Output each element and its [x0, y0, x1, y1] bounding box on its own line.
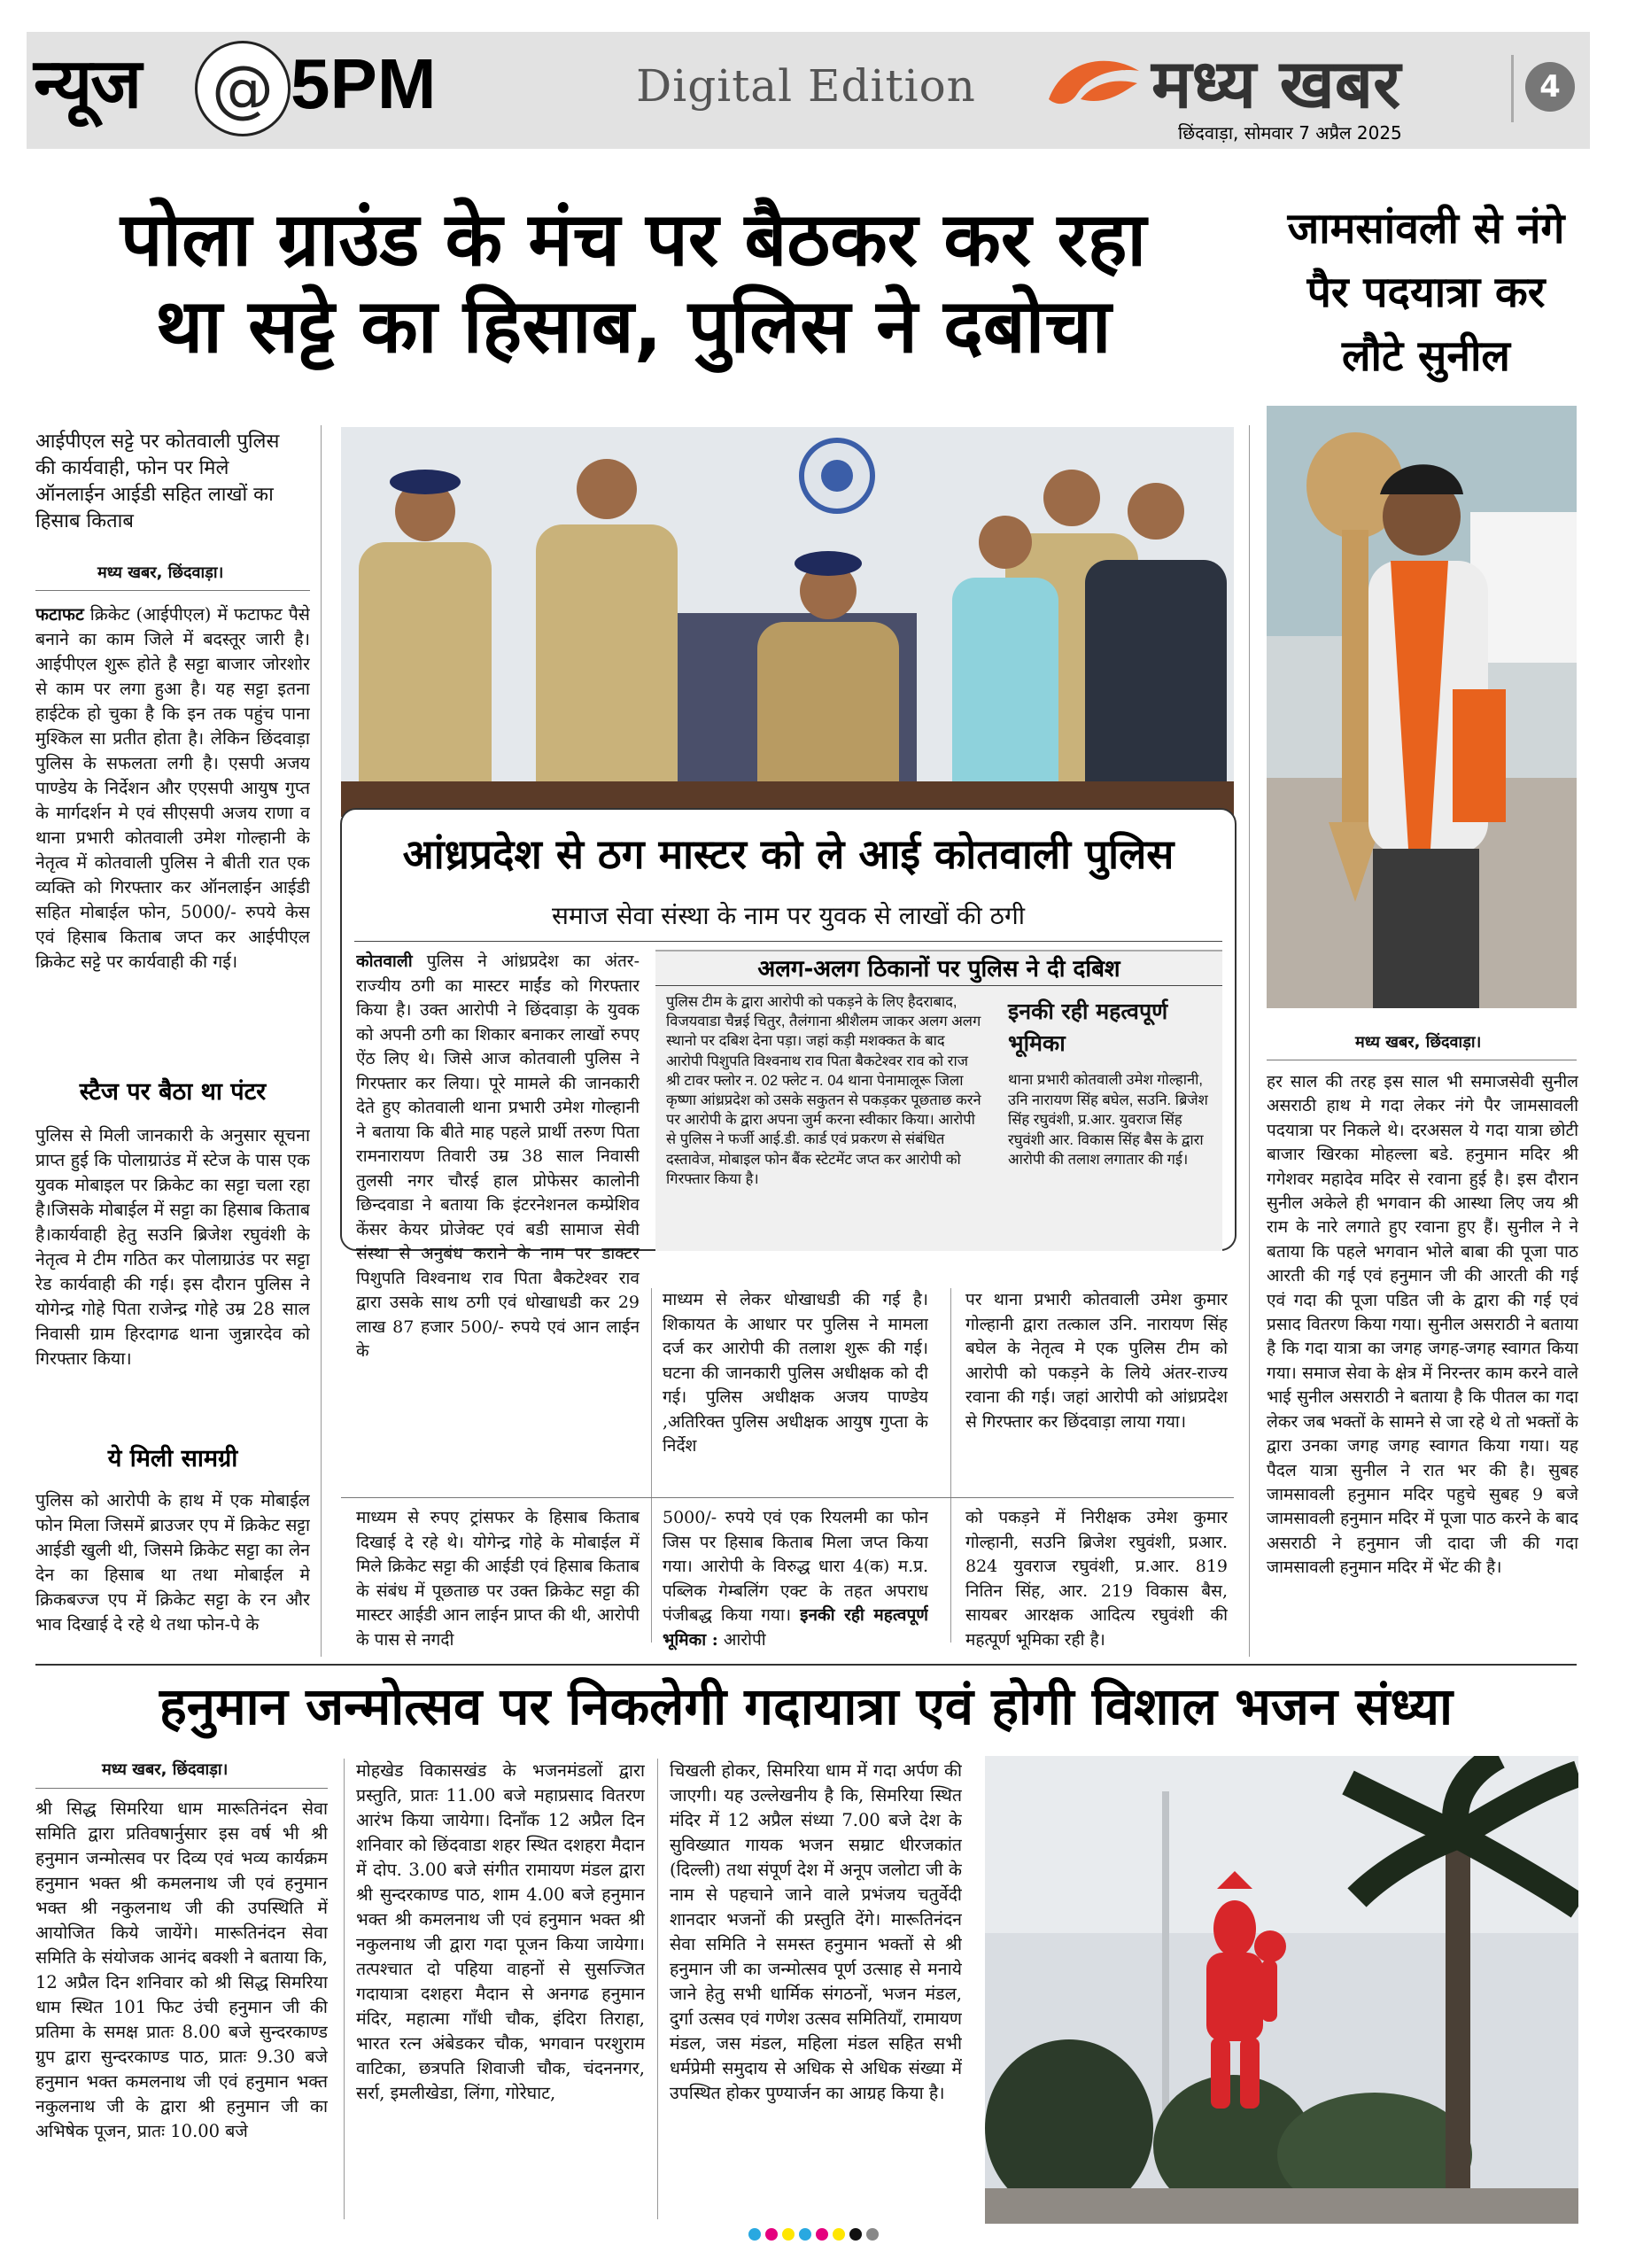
bottom-headline: हनुमान जन्मोत्सव पर निकलेगी गदायात्रा एवं होगी विशाल भजन संध्या — [159, 1676, 1453, 1736]
second-body3: पर थाना प्रभारी कोतवाली उमेश कुमार गोल्हानी द्वारा तत्काल उनि. नारायण सिंह बघेल के नेतृत्व मे एक पुलिस टीम को आरोपी को पकड़ने के लिये अंतर-राज्य रवाना की गई। जहां आरोपी को आंध्रप्रदेश से गिरफ्तार कर छिंदवाड़ा लाया गया। — [965, 1290, 1228, 1432]
main-lead-word: फटाफट — [35, 604, 84, 625]
second-body2b-text: 5000/- रुपये एवं एक रियलमी का फोन जिस पर हिसाब किताब मिला जप्त किया गया। आरोपी के विरुद्ध धारा 4(क) म.प्र. पब्लिक गेम्बलिंग एक्ट के तहत अपराध पंजीबद्ध किया गया। — [663, 1508, 928, 1625]
registration-dot — [799, 2228, 811, 2241]
bottom-col2: मोहखेड विकासखंड के भजनमंडलों द्वारा प्रस्तुति, प्रातः 11.00 बजे महाप्रसाद वितरण आरंभ किया जायेगा। दिनाँक 12 अप्रैल दिन शनिवार को छिंदवाडा शहर स्थित दशहरा मैदान में दोप. 3.00 बजे संगीत रामायण मंडल द्वारा श्री सुन्दरकाण्ड पाठ, शाम 4.00 बजे हनुमान भक्त श्री कमलनाथ जी एवं हनुमान भक्त श्री नकुलनाथ जी द्वारा गदा पूजन किया जायेगा। तत्पश्चात दो पहिया वाहनों से सुसज्जित गदायात्रा दशहरा मैदान से अनगढ हनुमान मंदिर, महात्मा गाँधी चौक, इंदिरा तिराहा, भारत रत्न अंबेडकर चौक, भगवान परशुराम वाटिका, छत्रपति शिवाजी चौक, चंदननगर, सर्रा, इमलीखेडा, लिंगा, गोरेघाट, — [356, 1760, 645, 2103]
main-para1-text: क्रिकेट (आईपीएल) में फटाफट पैसे बनाने का काम जिले में बदस्तूर जारी है। आईपीएल शुरू होते है सट्टा बाजार जोरशोर से काम पर लगा हुआ है। यह सट्टा इतना हाईटेक हो चुका है कि इन तक पहुंच पाना मुश्किल सा प्रतीत होता है। लेकिन छिंदवाड़ा पुलिस के सफलता लगी है। एसपी अजय पाण्डेय के निर्देशन और एएसपी आयुष गुप्त के मार्गदर्शन मे एवं सीएसपी अजय राणा व थाना प्रभारी कोतवाली उमेश गोल्हानी के नेतृत्व में कोतवाली पुलिस ने बीती रात एक व्यक्ति को गिरफ्तार कर ऑनलाईन आईडी सहित मोबाईल फोन, 5000/- रुपये केस एवं हिसाब किताब जप्त कर आईपीएल क्रिकेट सट्टे पर कार्यवाही की गई। — [35, 604, 310, 972]
divider — [341, 1497, 1234, 1498]
hanuman-photo-art — [985, 1756, 1578, 2224]
bottom-credit: मध्य खबर, छिंदवाड़ा। — [102, 1760, 229, 1779]
masthead-divider — [1511, 55, 1514, 122]
subhead-items: ये मिली सामग्री — [107, 1445, 238, 1472]
second-body1-text: पुलिस ने आंध्रप्रदेश का अंतर-राज्यीय ठगी का मास्टर माईंड को गिरफ्तार किया है। उक्त आरोपी ने छिंदवाड़ा के युवक को अपनी ठगी का शिकार बनाकर लाखों रुपए ऐंठ लिए थे। जिसे आज कोतवाली पुलिस ने गिरफ्तार कर लिया। पूरे मामले की जानकारी देते हुए कोतवाली थाना प्रभारी उमेश गोल्हानी ने बताया कि बीते माह पहले प्रार्थी तरुण पिता रामनारायण तिवारी उम्र 38 साल निवासी तुलसी नगर चौरई हाल प्रोफेसर कालोनी छिन्दवाडा ने बताया कि इंटरनेशनल कम्प्रेशिव केंसर केयर प्रोजेक्ट एवं बडी सामाज सेवी संस्था से अनुबंध कराने के नाम पर डाक्टर पिशुपति विश्वनाथ राव पिता बैकटेश्वर राव द्वारा उसके साथ ठगी एवं धोखाधडी कर 29 लाख 87 हजार 500/- रुपये एवं आन लाईन के — [356, 951, 640, 1361]
second-headline: आंध्रप्रदेश से ठग मास्टर को ले आई कोतवाली पुलिस — [402, 830, 1174, 878]
registration-dot — [849, 2228, 862, 2241]
brand-at-icon: @ — [195, 41, 291, 136]
column-rule — [657, 1759, 658, 2219]
divider — [655, 985, 1222, 986]
side-body: हर साल की तरह इस साल भी समाजसेवी सुनील असराठी हाथ मे गदा लेकर नंगे पैर जामसावली पदयात्रा पर निकले थे। दरअसल ये गदा यात्रा छोटी बाजार खिरका मोहल्ला बडे. हनुमान मदिर श्री गगेशवर महादेव मदिर से रवाना हुई है। इस दौरान सुनील अकेले ही भगवान की आस्था लिए जय श्री राम के नारे लगाते हुए रवाना हुए हैं। सुनील ने ने बताया कि पहले भगवान भोले बाबा की पूजा पाठ आरती की गई एवं हनुमान जी की आरती की गई एवं गदा की पूजा पडित जी के द्वारा की गई एवं प्रसाद वितरण किया गया। सुनील असराठी ने बताया है कि गदा यात्रा का जगह जगह-जगह स्वागत किया गया। समाज सेवा के क्षेत्र में निरन्तर काम करने वाले भाई सुनील असराठी ने बताया है कि पीतल का गदा लेकर जब भक्तों के सामने से जा रहे थे तो भक्तों के द्वारा उनका जगह जगह स्वागत किया गया। यह पैदल यात्रा सुनील ने रात भर की है। सुबह जामसावली हनुमान मदिर पहुचे सुबह 9 बजे जामसावली हनुमान मदिर में पूजा पाठ करने के बाद असराठी ने हनुमान जी दादा जी की गदा जामसावली हनुमान मदिर में भेंट की है। — [1267, 1072, 1578, 1578]
registration-dot — [748, 2228, 761, 2241]
second-body2b — [663, 1506, 928, 1655]
dateline: छिंदवाड़ा, सोमवार 7 अप्रैल 2025 — [1178, 122, 1402, 144]
role-body: थाना प्रभारी कोतवाली उमेश गोल्हानी, उनि नारायण सिंह बघेल, सउनि. ब्रिजेश सिंह रघुवंशी, प्र.आर. युवराज सिंह रघुवंशी आर. विकास सिंह बैस के द्वारा आरोपी की तलाश लगातार की गई। — [1008, 1072, 1208, 1168]
second-body2: माध्यम से लेकर धोखाधडी की गई है। शिकायत के आधार पर पुलिस ने मामला दर्ज कर आरोपी की तलाश शुरू की गई। घटना की जानकारी पुलिस अधीक्षक को दी गई। पुलिस अधीक्षक अजय पाण्डेय ,अतिरिक्त पुलिस अधीक्षक आयुष गुप्ता के निर्देश — [663, 1290, 928, 1456]
subhead-stage: स्टैज पर बैठा था पंटर — [79, 1078, 267, 1106]
hanuman-statue-photo — [985, 1756, 1578, 2224]
divider — [35, 590, 310, 591]
divider — [35, 1664, 1577, 1666]
second-body1 — [356, 950, 640, 1508]
main-para1 — [35, 602, 310, 1054]
column-rule — [344, 1759, 345, 2219]
side-credit: मध्य खबर, छिंदवाड़ा। — [1355, 1033, 1482, 1052]
inset-title: अलग-अलग ठिकानों पर पुलिस ने दी दबिश — [757, 956, 1120, 983]
police-team-photo — [341, 427, 1234, 817]
edition-label: Digital Edition — [636, 60, 976, 112]
side-headline: जामसांवली से नंगे पैर पदयात्रा कर लौटे सुनील — [1287, 204, 1565, 381]
main-headline-line1: पोला ग्राउंड के मंच पर बैठकर कर रहा — [120, 196, 1147, 283]
bottom-col3: चिखली होकर, सिमरिया धाम में गदा अर्पण की जाएगी। यह उल्लेखनीय है कि, सिमरिया स्थित मंदिर में 12 अप्रैल संध्या 7.00 बजे देश के सुविख्यात गायक भजन सम्राट धीरजकांत (दिल्ली) तथा संपूर्ण देश में अनूप जलोटा जी के नाम से पहचाने जाने वाले प्रभंजय चतुर्वेदी शानदार भजनों की प्रस्तुति देंगे। मारूतिनंदन सेवा समिति ने समस्त हनुमान भक्तों से श्री हनुमान जी का जन्मोत्सव पूर्ण उत्साह से मनाये जाने हेतु सभी धार्मिक संगठनों, भजन मंडल, दुर्गा उत्सव एवं गणेश उत्सव समितियाँ, रामायण मंडल, जस मंडल, महिला मंडल सहित सभी धर्मप्रेमी समुदाय से अधिक से अधिक संख्या में उपस्थित होकर पुण्यार्जन का आग्रह किया है। — [670, 1760, 962, 2103]
brand-news: न्यूज — [34, 44, 141, 124]
main-para2: पुलिस से मिली जानकारी के अनुसार सूचना प्राप्त हुई कि पोलाग्राउंड में स्टेज के पास एक युवक मोबाइल पर क्रिकेट का सट्टा चला रहा है।जिसके मोबाईल में सट्टा का हिसाब किताब है।कार्यवाही हेतु सउनि ब्रिजेश रघुवंशी के नेतृत्व मे टीम गठित कर पोलाग्राउंड पर सट्टा रेड कार्यवाही की गई। इस दौरान पुलिस ने योगेन्द्र गोहे पिता राजेन्द्र गोहे उम्र 28 साल निवासी ग्राम हिरदागढ थाना जुन्नारदेव को गिरफ्तार किया। — [35, 1125, 310, 1369]
brand-5pm: 5PM — [291, 44, 437, 123]
registration-dot — [866, 2228, 879, 2241]
paper-name: मध्य खबर — [1151, 44, 1401, 123]
registration-dot — [833, 2228, 845, 2241]
padyatra-photo — [1267, 406, 1577, 1008]
registration-dot — [782, 2228, 795, 2241]
column-rule — [950, 1288, 951, 1643]
second-body2b-tail: आरोपी — [723, 1629, 766, 1650]
second-body2b-label: इनकी रही महत्वपूर्ण भूमिका : — [663, 1605, 928, 1650]
main-para3-cont: माध्यम से रुपए ट्रांसफर के हिसाब किताब दिखाई दे रहे थे। योगेन्द्र गोहे के मोबाईल में मिले क्रिकेट सट्टा की आईडी एवं हिसाब किताब के संबंध में पूछताछ पर उक्त क्रिकेट सट्टा की मास्टर आईडी आन लाईन प्राप्त की थी, आरोपी के पास से नगदी — [356, 1508, 640, 1650]
bottom-col1: श्री सिद्ध सिमरिया धाम मारूतिनंदन सेवा समिति द्वारा प्रतिवषार्नुसार इस वर्ष भी श्री हनुमान जन्मोत्सव पर दिव्य एवं भव्य कार्यक्रम हनुमान भक्त श्री कमलनाथ जी एवं हनुमान भक्त श्री नकुलनाथ जी की उपस्थिति में आयोजित किये जायेंगे। मारूतिनंदन सेवा समिति के संयोजक आनंद बक्शी ने बताया कि, 12 अप्रैल दिन शनिवार को श्री सिद्ध सिमरिया धाम स्थित 101 फिट उंची हनुमान जी की प्रतिमा के समक्ष प्रातः 8.00 बजे सुन्दरकाण्ड ग्रुप द्वारा सुन्दरकाण्ड पाठ, प्रातः 9.30 बजे हनुमान भक्त कमलनाथ जी एवं हनुमान भक्त नकुलनाथ जी के द्वारा श्री हनुमान जी का अभिषेक पूजन, प्रातः 10.00 बजे — [35, 1798, 328, 2141]
main-para3: पुलिस को आरोपी के हाथ में एक मोबाईल फोन मिला जिसमें ब्राउजर एप में क्रिकेट सट्टा आईडी खुली थी, जिसमे क्रिकेट सट्टा का लेन देन का हिसाब था तथा मोबाईल मे क्रिकबज्ज एप में क्रिकेट सट्टा के रन और भाव दिखाई दे रहे थे तथा फोन-पे के — [35, 1490, 310, 1635]
second-body3b: को पकड़ने में निरीक्षक उमेश कुमार गोल्हानी, सउनि ब्रिजेश रघुवंशी, प्रआर. 824 युवराज रघुवंशी, प्र.आर. 819 नितिन सिंह, आर. 219 विकास बैस, सायबर आरक्षक आदित्य रघुवंशी की महत्पूर्ण भूमिका रही है। — [965, 1508, 1228, 1650]
column-rule — [321, 425, 322, 1657]
police-photo-art — [341, 427, 1234, 817]
padyatra-photo-art — [1267, 406, 1577, 1008]
paper-logo-icon — [1045, 55, 1143, 117]
registration-marks — [748, 2228, 879, 2241]
column-rule — [651, 1288, 652, 1643]
main-headline-line2: था सट्टे का हिसाब, पुलिस ने दबोचा — [155, 283, 1112, 370]
second-lead-word: कोतवाली — [356, 951, 413, 971]
main-headline — [35, 196, 1231, 370]
role-title: इनकी रही महत्वपूर्ण भूमिका — [1008, 998, 1168, 1056]
inset-body: पुलिस टीम के द्वारा आरोपी को पकड़ने के लिए हैदराबाद, विजयवाडा चैन्नई चितुर, तैलंगाना श्रीशैलम जाकर अलग अलग स्थानो पर दबिश देना पड़ा। जहां कड़ी मशक्कत के बाद आरोपी पिशुपति विश्वनाथ राव पिता बैकटेश्वर राव को राज श्री टावर फ्लोर न. 02 फ्लेट न. 04 थाना पेनामालूरू जिला कृष्णा आंध्रप्रदेश को उसके सकुतन से पकड़कर पूछताछ करने पर आरोपी के द्वारा अपना जुर्म करना स्वीकार किया। आरोपी से पुलिस ने फर्जी आई.डी. कार्ड एवं प्रकरण से संबंधित दस्तावेज, मोबाइल फोन बैंक स्टेटमेंट जप्त कर आरोपी को गिरफ्तार किया है। — [666, 994, 981, 1187]
registration-dot — [816, 2228, 828, 2241]
column-rule — [1249, 425, 1250, 1657]
main-deck: आईपीएल सट्टे पर कोतवाली पुलिस की कार्यवाही, फोन पर मिले ऑनलाईन आईडी सहित लाखों का हिसाब किताब — [35, 431, 280, 532]
main-credit: मध्य खबर, छिंदवाड़ा। — [97, 563, 224, 582]
registration-dot — [765, 2228, 778, 2241]
divider — [35, 1788, 328, 1789]
page-number: 4 — [1525, 62, 1575, 112]
divider — [354, 941, 1222, 942]
second-deck: समाज सेवा संस्था के नाम पर युवक से लाखों की ठगी — [552, 901, 1025, 930]
